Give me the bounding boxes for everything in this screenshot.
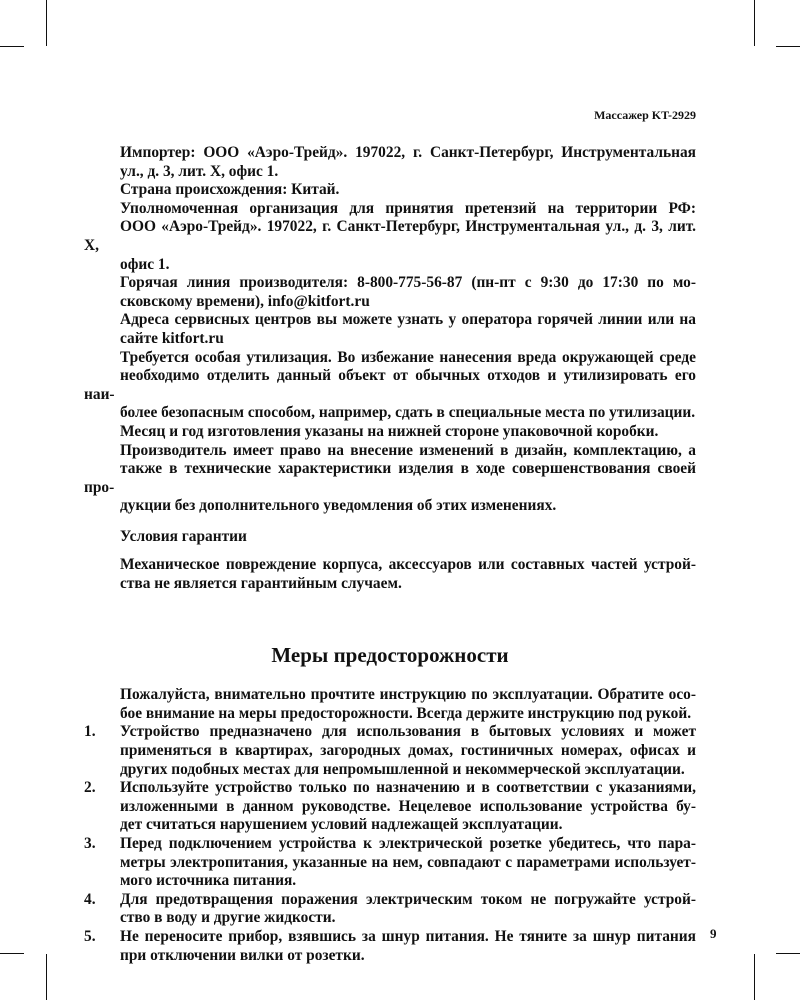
text-line: Механическое повреждение корпуса, аксессуаров или составных частей устрой-: [120, 556, 696, 574]
text-line: сковскому времени), info@kitfort.ru: [120, 292, 370, 310]
text-line: офис 1.: [120, 255, 170, 273]
info-section: [84, 144, 696, 516]
list-item: [84, 723, 696, 779]
text-line: Производитель имеет право на внесение изменений в дизайн, комплектацию, а: [120, 441, 696, 459]
warranty-text: [84, 556, 696, 593]
paragraph: [84, 423, 696, 442]
text-line: ул., д. 3, лит. Х, офис 1.: [120, 162, 279, 180]
paragraph: [84, 349, 696, 423]
paragraph: [84, 144, 696, 181]
text-line: более безопасным способом, например, сдать в специальные места по утилизации.: [120, 404, 696, 422]
text-line: метры электропитания, указанные на нем, совпадают с параметрами использует-: [120, 853, 696, 871]
text-line: Импортер: ООО «Аэро-Трейд». 197022, г. Санкт-Петербург, Инструментальная: [120, 144, 696, 161]
crop-mark-bottom-left: [46, 954, 47, 1000]
paragraph: [84, 556, 696, 593]
crop-mark-bottom-right: [754, 954, 755, 1000]
text-line: Для предотвращения поражения электрическим током не погружайте устрой-: [120, 890, 696, 908]
text-line: дукции без дополнительного уведомления об этих изменениях.: [120, 497, 557, 515]
text-line: других подобных местах для непромышленной и некоммерческой эксплуатации.: [120, 760, 685, 778]
text-line: Адреса сервисных центров вы можете узнать у оператора горячей линии или на: [120, 311, 696, 329]
list-item: [84, 928, 696, 965]
precautions-intro: [84, 686, 696, 723]
text-line: Устройство предназначено для использования в бытовых условиях и может: [120, 723, 696, 741]
list-item: [84, 835, 696, 891]
text-line: Пожалуйста, внимательно прочтите инструкцию по эксплуатации. Обратите осо-: [120, 686, 696, 704]
crop-mark-top-right: [754, 0, 755, 46]
text-line: Перед подключением устройства к электрической розетке убедитесь, что пара-: [120, 835, 696, 852]
list-item-number: 4.: [84, 890, 96, 908]
text-line: Не переносите прибор, взявшись за шнур питания. Не тяните за шнур питания: [120, 927, 696, 945]
text-line: бое внимание на меры предосторожности. Всегда держите инструкцию под рукой.: [120, 704, 692, 722]
page-number: 9: [710, 926, 717, 941]
text-line: сайте kitfort.ru: [120, 329, 224, 347]
precautions-list: [84, 723, 696, 965]
paragraph: [84, 181, 696, 200]
page-content: [84, 144, 696, 965]
list-item: [84, 779, 696, 835]
crop-mark-top-left: [46, 0, 47, 46]
running-header: Массажер KT-2929: [594, 108, 696, 122]
text-line: дет считаться нарушением условий надлежащей эксплуатации.: [120, 816, 563, 834]
paragraph: [84, 311, 696, 348]
text-line: ства не является гарантийным случаем.: [120, 575, 402, 593]
text-line: необходимо отделить данный объект от обычных отходов и утилизировать его наи-: [84, 367, 696, 403]
text-line: также в технические характеристики изделия в ходе совершенствования своей про-: [84, 460, 696, 496]
crop-mark-right-top: [776, 46, 800, 47]
text-line: Страна происхождения: Китай.: [120, 181, 340, 199]
list-item: [84, 891, 696, 928]
text-line: ство в воду и другие жидкости.: [120, 909, 336, 927]
text-line: Месяц и год изготовления указаны на нижней стороне упаковочной коробки.: [120, 422, 659, 440]
list-item-number: 3.: [84, 835, 96, 852]
text-line: применяться в квартирах, загородных домах, гостиничных номерах, офисах и: [120, 742, 696, 760]
text-line: изложенными в данном руководстве. Нецелевое использование устройства бу-: [120, 797, 696, 815]
list-item-number: 5.: [84, 927, 96, 945]
paragraph: [84, 442, 696, 516]
paragraph: [84, 200, 696, 274]
list-item-number: 2.: [84, 779, 96, 797]
crop-mark-left-top: [0, 46, 24, 47]
paragraph: [84, 686, 696, 723]
text-line: при отключении вилки от розетки.: [120, 946, 365, 964]
crop-mark-left-bottom: [0, 953, 24, 954]
paragraph: [84, 274, 696, 311]
text-line: мого источника питания.: [120, 872, 297, 890]
precautions-title: Меры предосторожности: [271, 642, 509, 667]
text-line: Горячая линия производителя: 8-800-775-56-87 (пн-пт с 9:30 до 17:30 по мо-: [120, 274, 696, 292]
list-item-number: 1.: [84, 723, 96, 741]
crop-mark-right-bottom: [776, 953, 800, 954]
text-line: Используйте устройство только по назначению и в соответствии с указаниями,: [120, 779, 696, 797]
text-line: ООО «Аэро-Трейд». 197022, г. Санкт-Петербург, Инструментальная ул., д. 3, лит. Х,: [84, 218, 696, 254]
text-line: Требуется особая утилизация. Во избежание нанесения вреда окружающей среде: [120, 348, 696, 366]
text-line: Уполномоченная организация для принятия претензий на территории РФ:: [120, 199, 696, 217]
warranty-heading: Условия гарантии: [120, 527, 247, 545]
